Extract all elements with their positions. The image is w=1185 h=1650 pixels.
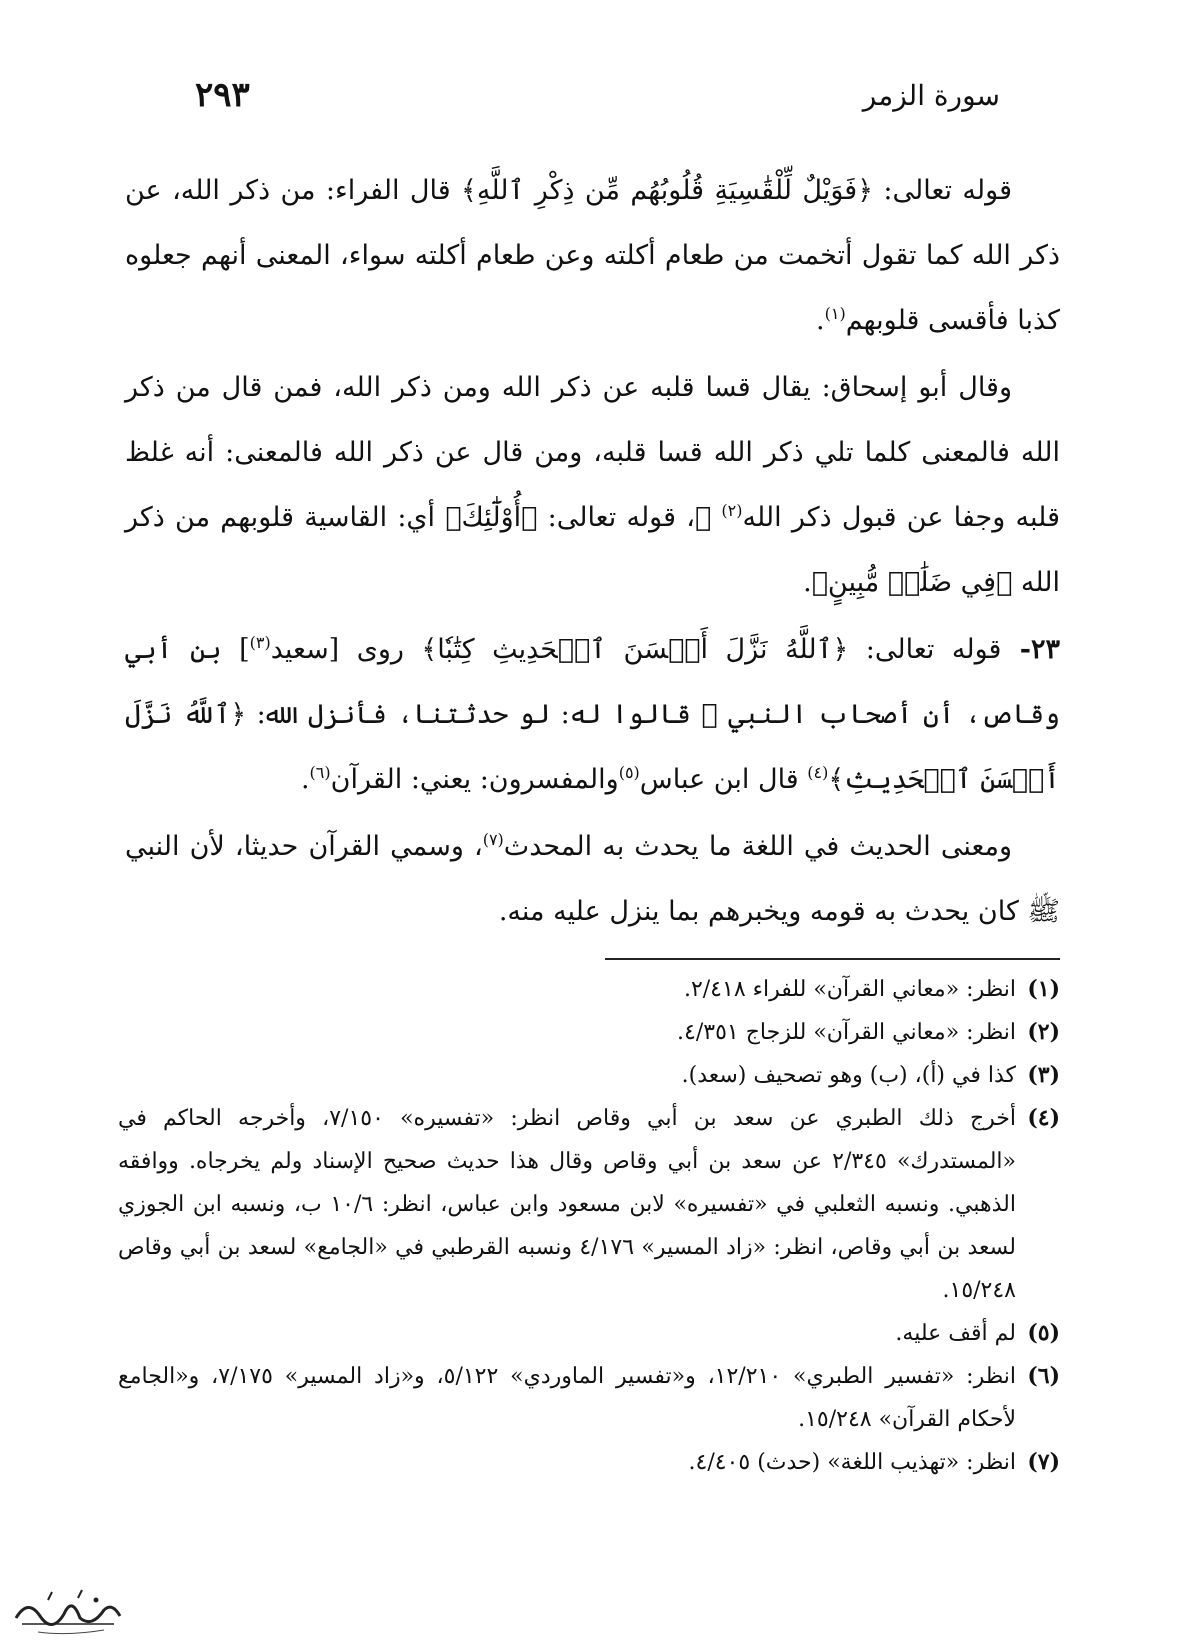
footnote-item bbox=[118, 1355, 1060, 1441]
footnote-item bbox=[118, 968, 1060, 1011]
text-run: قال الفراء: من ذكر الله، عن ذكر الله كما تقول أتخمت من طعام أكلته وعن طعام أكلته سواء، المعنى أنهم جعلوه كذبا فأقسى قلوبهم bbox=[125, 175, 1060, 336]
footnote-item bbox=[118, 1441, 1060, 1484]
footnote-marker: (٦) bbox=[1027, 1363, 1060, 1389]
footnote-text: انظر: «تفسير الطبري» ١٢/٢١٠، و«تفسير الماوردي» ٥/١٢٢، و«زاد المسير» ٧/١٧٥، و«الجامع لأحكام القرآن» ١٥/٢٤٨. bbox=[118, 1364, 1016, 1432]
footnote-separator bbox=[605, 958, 1060, 960]
surah-title: سورة الزمر bbox=[862, 78, 1000, 112]
text-run: وقال أبو إسحاق: يقال قسا قلبه عن ذكر الله ومن ذكر الله، فمن قال من ذكر الله فالمعنى كلما تلي ذكر الله قسا قلبه، ومن قال عن ذكر الله فالمعنى: أنه غلظ قلبه وجفا عن قبول ذكر الله bbox=[125, 372, 1060, 533]
footnote-text: لم أقف عليه. bbox=[895, 1321, 1016, 1346]
text-run: قوله تعالى: bbox=[848, 634, 1002, 665]
footnote-text: انظر: «معاني القرآن» للفراء ٢/٤١٨. bbox=[683, 977, 1016, 1002]
footnote-ref[interactable]: (١) bbox=[824, 304, 846, 323]
publisher-logo-icon bbox=[8, 1588, 128, 1638]
footnote-text: انظر: «معاني القرآن» للزجاج ٤/٣٥١. bbox=[677, 1020, 1016, 1045]
text-run: روى [سعيد bbox=[270, 634, 422, 665]
footnote-ref[interactable]: (٦) bbox=[309, 763, 331, 782]
footnotes bbox=[118, 968, 1060, 1484]
main-text bbox=[125, 158, 1060, 946]
footnote-marker: (١) bbox=[1027, 976, 1060, 1002]
footnote-item bbox=[118, 1312, 1060, 1355]
text-run: ﷻ، قوله تعالى: bbox=[537, 502, 722, 533]
paragraph-2 bbox=[125, 355, 1060, 615]
quran-quote: ﴿أُوْلَٰٓئِكَ﴾ bbox=[445, 502, 538, 533]
footnote-ref[interactable]: (٧) bbox=[482, 830, 504, 849]
footnote-text: أخرج ذلك الطبري عن سعد بن أبي وقاص انظر: «تفسيره» ٧/١٥٠، وأخرجه الحاكم في «المستدرك» ٢/٣٤٥ عن سعد بن أبي وقاص وقال هذا حديث صحيح الإسناد ولم يخرجاه. ووافقه الذهبي. ونسبه الثعلبي في «تفسيره» لابن مسعود وابن عباس، انظر: ١٠/٦ ب، ونسبه ابن الجوزي لسعد بن أبي وقاص، انظر: «زاد المسير» ٤/١٧٦ ونسبه القرطبي في «الجامع» لسعد بن أبي وقاص ١٥/٢٤٨. bbox=[118, 1106, 1017, 1303]
text-run: ومعنى الحديث في اللغة ما يحدث به المحدث bbox=[503, 831, 1012, 862]
footnote-marker: (٤) bbox=[1027, 1105, 1060, 1131]
footnote-ref[interactable]: (٥) bbox=[618, 763, 640, 782]
text-run: قوله تعالى: bbox=[873, 175, 1012, 206]
footnote-item bbox=[118, 1054, 1060, 1097]
text-run: . bbox=[803, 567, 812, 598]
footnote-item bbox=[118, 1011, 1060, 1054]
text-run: أي: القاسية قلوبهم من ذكر الله bbox=[125, 502, 1060, 598]
text-run: والمفسرون: يعني: القرآن bbox=[330, 764, 619, 795]
footnote-ref[interactable]: (٣) bbox=[249, 633, 271, 652]
verse-number: ٢٣- bbox=[1001, 634, 1060, 665]
text-run: . bbox=[816, 305, 825, 336]
footnote-marker: (٥) bbox=[1027, 1320, 1060, 1346]
page-header bbox=[195, 70, 1000, 120]
quran-quote: ﴿ٱللَّهُ نَزَّلَ أَحۡسَنَ ٱلۡحَدِيثِ﴾ bbox=[125, 699, 1060, 795]
text-run: ] بن أبي وقاص، أن أصحاب النبي ﷺ قالوا له: لو حدثتنا، فأنزل الله: bbox=[125, 634, 1060, 730]
paragraph-3 bbox=[125, 617, 1060, 812]
footnote-item bbox=[118, 1097, 1060, 1312]
footnote-text: انظر: «تهذيب اللغة» (حدث) ٤/٤٠٥. bbox=[688, 1450, 1016, 1475]
quran-quote: ﴿فِي ضَلَٰلٖ مُّبِينٍ﴾ bbox=[811, 567, 1013, 598]
footnote-text: كذا في (أ)، (ب) وهو تصحيف (سعد). bbox=[681, 1063, 1016, 1088]
text-run: ، وسمي القرآن حديثا، لأن النبي ﷺ كان يحدث به قومه ويخبرهم بما ينزل عليه منه. bbox=[125, 831, 1060, 927]
paragraph-4 bbox=[125, 814, 1060, 944]
footnote-ref[interactable]: (٤) bbox=[807, 763, 829, 782]
page-number: ٢٩٣ bbox=[195, 75, 250, 115]
quran-quote: ﴿ٱللَّهُ نَزَّلَ أَحۡسَنَ ٱلۡحَدِيثِ كِتَٰبٗا﴾ bbox=[421, 634, 849, 665]
paragraph-1 bbox=[125, 158, 1060, 353]
footnote-marker: (٢) bbox=[1027, 1019, 1060, 1045]
footnote-marker: (٧) bbox=[1027, 1449, 1060, 1475]
quran-quote: ﴿فَوَيْلٌ لِّلْقَٰسِيَةِ قُلُوبُهُم مِّن ذِكْرِ ٱللَّهِ﴾ bbox=[461, 175, 874, 206]
footnote-ref[interactable]: (٢) bbox=[721, 501, 743, 520]
text-run: قال ابن عباس bbox=[639, 764, 808, 795]
text-run: . bbox=[300, 764, 310, 795]
footnote-marker: (٣) bbox=[1027, 1062, 1060, 1088]
